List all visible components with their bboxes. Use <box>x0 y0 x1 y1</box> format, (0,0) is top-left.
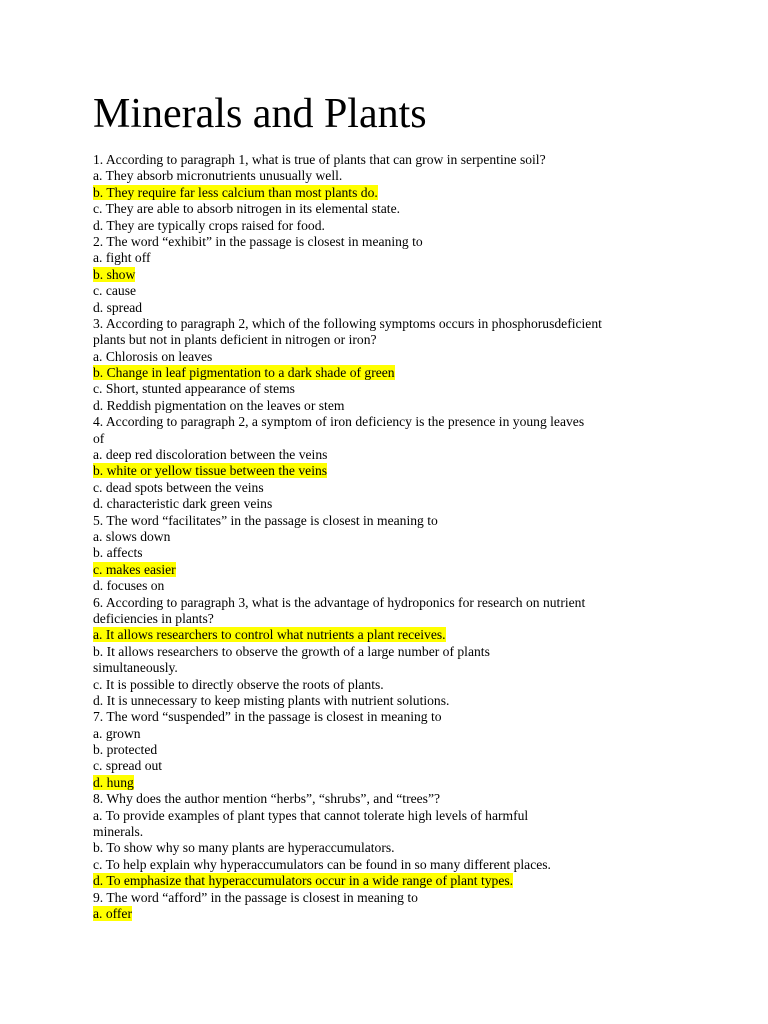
highlighted-answer-text: a. offer <box>93 905 132 921</box>
question-list <box>93 152 693 922</box>
line-text: a. Chlorosis on leaves <box>93 348 213 364</box>
line-text: deficiencies in plants? <box>93 610 214 626</box>
line-text: 1. According to paragraph 1, what is true of plants that can grow in serpentine soil? <box>93 152 546 167</box>
line-text: c. To help explain why hyperaccumulators can be found in so many different places. <box>93 856 551 872</box>
text-line <box>93 693 693 709</box>
text-line <box>93 463 693 479</box>
line-text: b. protected <box>93 742 158 758</box>
text-line <box>93 431 693 447</box>
text-line <box>93 316 693 332</box>
text-line <box>93 168 693 184</box>
line-text: a. To provide examples of plant types that cannot tolerate high levels of harmful <box>93 807 529 823</box>
text-line <box>93 775 693 791</box>
text-line <box>93 185 693 201</box>
line-text: 9. The word “afford” in the passage is closest in meaning to <box>93 889 418 905</box>
line-text: d. They are typically crops raised for food. <box>93 217 325 233</box>
text-line <box>93 381 693 397</box>
text-line <box>93 152 693 168</box>
text-line <box>93 218 693 234</box>
text-line <box>93 660 693 676</box>
text-line <box>93 300 693 316</box>
text-line <box>93 447 693 463</box>
line-text: d. spread <box>93 299 143 315</box>
text-line <box>93 283 693 299</box>
line-text: 6. According to paragraph 3, what is the advantage of hydroponics for research on nutrient <box>93 594 586 610</box>
line-text: d. Reddish pigmentation on the leaves or stem <box>93 397 345 413</box>
text-line <box>93 414 693 430</box>
highlighted-answer-text: b. show <box>93 266 136 282</box>
line-text: d. focuses on <box>93 578 165 594</box>
line-text: plants but not in plants deficient in nitrogen or iron? <box>93 332 377 348</box>
line-text: a. deep red discoloration between the veins <box>93 447 328 463</box>
line-text: c. cause <box>93 283 137 299</box>
text-line <box>93 250 693 266</box>
line-text: c. They are able to absorb nitrogen in its elemental state. <box>93 201 401 217</box>
line-text: 3. According to paragraph 2, which of the following symptoms occurs in phosphorusdeficient <box>93 315 602 331</box>
line-text: 8. Why does the author mention “herbs”, “shrubs”, and “trees”? <box>93 791 441 807</box>
line-text: b. It allows researchers to observe the growth of a large number of plants <box>93 643 490 659</box>
highlighted-answer-text: d. To emphasize that hyperaccumulators occur in a wide range of plant types. <box>93 873 514 889</box>
line-text: a. fight off <box>93 250 151 266</box>
line-text: a. slows down <box>93 528 171 544</box>
text-line <box>93 857 693 873</box>
line-text: b. affects <box>93 545 143 561</box>
document-title: Minerals and Plants <box>93 91 427 137</box>
text-line <box>93 398 693 414</box>
line-text: c. dead spots between the veins <box>93 479 264 495</box>
text-line <box>93 332 693 348</box>
text-line <box>93 906 693 922</box>
text-line <box>93 513 693 529</box>
text-line <box>93 496 693 512</box>
line-text: c. It is possible to directly observe the roots of plants. <box>93 676 384 692</box>
text-line <box>93 758 693 774</box>
text-line <box>93 595 693 611</box>
line-text: a. They absorb micronutrients unusually well. <box>93 168 343 184</box>
line-text: 2. The word “exhibit” in the passage is closest in meaning to <box>93 233 423 249</box>
text-line <box>93 480 693 496</box>
text-line <box>93 742 693 758</box>
line-text: d. It is unnecessary to keep misting plants with nutrient solutions. <box>93 692 450 708</box>
text-line <box>93 365 693 381</box>
line-text: a. grown <box>93 725 141 741</box>
text-line <box>93 873 693 889</box>
highlighted-answer-text: b. Change in leaf pigmentation to a dark shade of green <box>93 365 395 381</box>
text-line <box>93 529 693 545</box>
text-line <box>93 840 693 856</box>
text-line <box>93 611 693 627</box>
line-text: simultaneously. <box>93 660 178 676</box>
text-line <box>93 890 693 906</box>
text-line <box>93 627 693 643</box>
line-text: c. Short, stunted appearance of stems <box>93 381 295 397</box>
text-line <box>93 234 693 250</box>
text-line <box>93 709 693 725</box>
line-text: 5. The word “facilitates” in the passage is closest in meaning to <box>93 512 438 528</box>
text-line <box>93 545 693 561</box>
text-line <box>93 677 693 693</box>
line-text: b. To show why so many plants are hyperaccumulators. <box>93 840 395 856</box>
text-line <box>93 578 693 594</box>
text-line <box>93 791 693 807</box>
text-line <box>93 824 693 840</box>
line-text: c. spread out <box>93 758 163 774</box>
line-text: minerals. <box>93 824 144 840</box>
text-line <box>93 808 693 824</box>
highlighted-answer-text: b. white or yellow tissue between the veins <box>93 463 328 479</box>
text-line <box>93 349 693 365</box>
line-text: d. characteristic dark green veins <box>93 496 273 512</box>
text-line <box>93 562 693 578</box>
highlighted-answer-text: a. It allows researchers to control what nutrients a plant receives. <box>93 627 446 643</box>
highlighted-answer-text: d. hung <box>93 774 134 790</box>
highlighted-answer-text: c. makes easier <box>93 561 176 577</box>
line-text: 7. The word “suspended” in the passage is closest in meaning to <box>93 709 442 725</box>
text-line <box>93 644 693 660</box>
text-line <box>93 726 693 742</box>
highlighted-answer-text: b. They require far less calcium than most plants do. <box>93 184 378 200</box>
line-text: of <box>93 430 105 446</box>
text-line <box>93 267 693 283</box>
text-line <box>93 201 693 217</box>
line-text: 4. According to paragraph 2, a symptom of iron deficiency is the presence in young leaves <box>93 414 585 430</box>
